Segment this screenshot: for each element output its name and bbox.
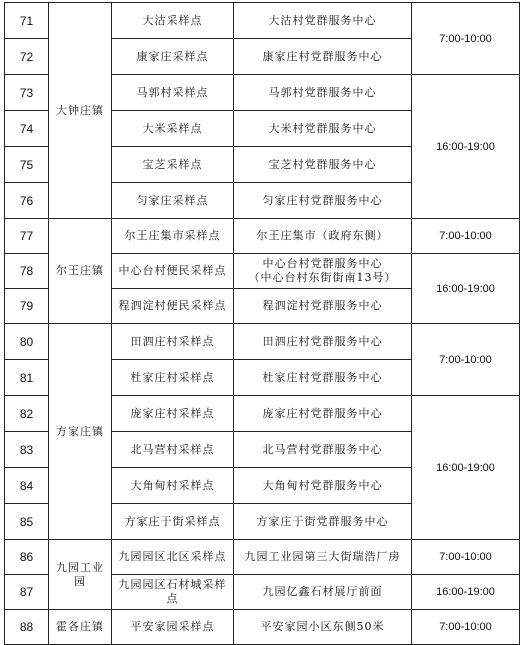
site-name: 大角甸村采样点 [112,468,234,504]
site-location: 九园亿鑫石材展厅前面 [234,575,412,610]
site-name: 方家庄于街采样点 [112,504,234,540]
time-slot: 16:00-19:00 [412,75,520,219]
time-slot: 16:00-19:00 [412,575,520,610]
row-number: 73 [5,75,49,111]
table-row [5,610,520,645]
site-name: 马郭村采样点 [112,75,234,111]
site-location: 北马营村党群服务中心 [234,432,412,468]
sampling-sites-table [4,2,520,645]
site-name: 大沽采样点 [112,3,234,39]
site-name: 宝芝采样点 [112,147,234,183]
site-location: 程泗淀村党群服务中心 [234,289,412,324]
site-location-address: （中心台村东街街南13号） [248,271,397,284]
site-location: 匀家庄村党群服务中心 [234,183,412,219]
site-location: 九园工业园第三大街瑞浩厂房 [234,540,412,575]
site-name: 田泗庄村采样点 [112,324,234,360]
row-number: 84 [5,468,49,504]
row-number: 71 [5,3,49,39]
row-number: 87 [5,575,49,610]
town-name-line: 九园工业 [56,560,104,574]
row-number: 83 [5,432,49,468]
time-slot: 7:00-10:00 [412,219,520,254]
town-name-line: 园 [74,574,86,588]
site-location: 宝芝村党群服务中心 [234,147,412,183]
site-location: 尔王庄集市（政府东侧） [234,219,412,254]
row-number: 74 [5,111,49,147]
site-location-line: 中心台村党群服务中心 [262,257,383,270]
site-name: 程泗淀村便民采样点 [112,289,234,324]
site-name: 北马营村采样点 [112,432,234,468]
site-name: 庞家庄村采样点 [112,396,234,432]
time-slot: 16:00-19:00 [412,396,520,540]
row-number: 86 [5,540,49,575]
site-location: 杜家庄村党群服务中心 [234,360,412,396]
row-number: 75 [5,147,49,183]
time-slot: 7:00-10:00 [412,324,520,396]
row-number: 88 [5,610,49,645]
row-number: 78 [5,254,49,289]
row-number: 79 [5,289,49,324]
time-slot: 16:00-19:00 [412,254,520,324]
row-number: 76 [5,183,49,219]
town-cell: 大钟庄镇 [49,3,112,219]
site-location: 田泗庄村党群服务中心 [234,324,412,360]
table-row [5,3,520,39]
site-name [112,575,234,610]
site-location: 方家庄于街党群服务中心 [234,504,412,540]
site-location: 大角甸村党群服务中心 [234,468,412,504]
site-name-line: 九园园区石材城采样 [118,578,227,591]
table-row [5,219,520,254]
time-slot: 7:00-10:00 [412,610,520,645]
time-slot: 7:00-10:00 [412,540,520,575]
row-number: 85 [5,504,49,540]
row-number: 82 [5,396,49,432]
site-name: 中心台村便民采样点 [112,254,234,289]
site-name: 平安家园采样点 [112,610,234,645]
row-number: 77 [5,219,49,254]
site-location: 大沽村党群服务中心 [234,3,412,39]
table-row [5,324,520,360]
site-location [234,254,412,289]
site-location: 大米村党群服务中心 [234,111,412,147]
time-slot: 7:00-10:00 [412,3,520,75]
town-cell [49,540,112,610]
row-number: 72 [5,39,49,75]
site-name: 康家庄采样点 [112,39,234,75]
row-number: 80 [5,324,49,360]
site-location: 庞家庄村党群服务中心 [234,396,412,432]
site-location: 马郭村党群服务中心 [234,75,412,111]
site-location: 康家庄村党群服务中心 [234,39,412,75]
site-name: 匀家庄采样点 [112,183,234,219]
town-cell: 霍各庄镇 [49,610,112,645]
site-name: 九园园区北区采样点 [112,540,234,575]
site-name: 大米采样点 [112,111,234,147]
site-name-line: 点 [166,592,179,605]
site-name: 尔王庄集市采样点 [112,219,234,254]
site-location: 平安家园小区东侧50米 [234,610,412,645]
town-cell: 尔王庄镇 [49,219,112,324]
town-cell: 方家庄镇 [49,324,112,540]
table-row [5,540,520,575]
site-name: 杜家庄村采样点 [112,360,234,396]
row-number: 81 [5,360,49,396]
